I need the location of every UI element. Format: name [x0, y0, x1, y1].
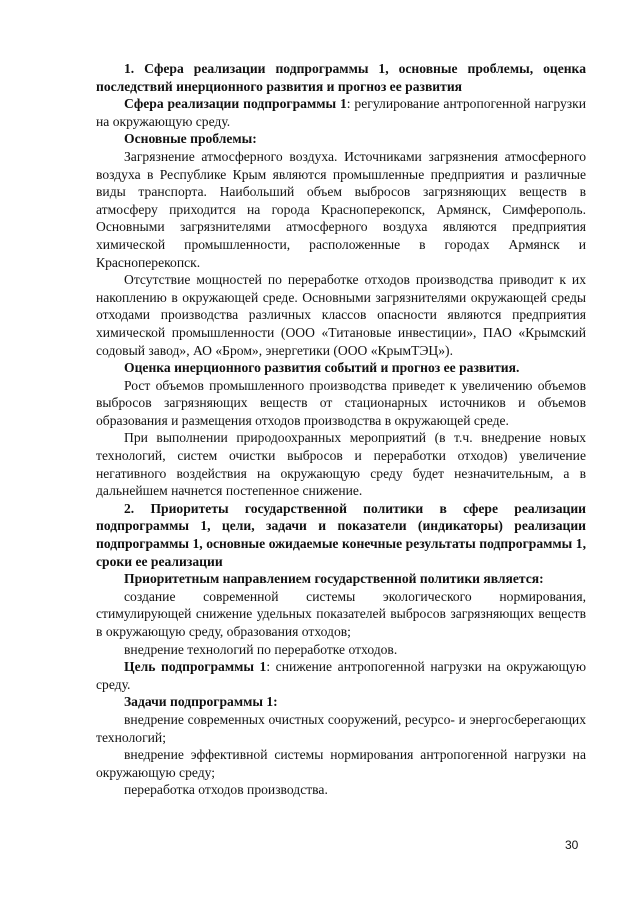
paragraph-task-1: внедрение современных очистных сооружений, ресурсо- и энергосберегающих технологий;: [96, 711, 586, 745]
paragraph-measures: При выполнении природоохранных мероприятий (в т.ч. внедрение новых технологий, систем очистки выбросов и переработки отходов) увеличение негативного воздействия на окружающую среду будет незначительным, а в дальнейшем начнется постепенное снижение.: [96, 430, 586, 499]
priority-heading: Приоритетным направлением государственной политики является:: [124, 571, 544, 587]
paragraph-growth: Рост объемов промышленного производства приведет к увеличению объемов выбросов загрязняющих веществ от стационарных источников и объемов образования и размещения отходов производства в окружающей среде.: [96, 377, 586, 428]
paragraph-priority-2: внедрение технологий по переработке отходов.: [124, 641, 398, 657]
goal-paragraph: [96, 658, 586, 693]
section-2-heading: 2. Приоритеты государственной политики в сфере реализации подпрограммы 1, цели, задачи и показатели (индикаторы) реализации подпрограммы 1, основные ожидаемые конечные результаты подпрограммы 1, сроки ее реализации: [96, 500, 586, 569]
paragraph-task-2: внедрение эффективной системы нормирования антропогенной нагрузки на окружающую среду;: [96, 747, 586, 780]
paragraph-waste: Отсутствие мощностей по переработке отходов производства приводит к их накоплению в окружающей среде. Основными загрязнителями окружающей среды отходами производства различных классов опасности являются предприятия химической промышленности (ООО «Титановые инвестиции», ПАО «Крымский содовый завод», АО «Бром», энергетики (ООО «КрымТЭЦ»).: [96, 272, 586, 358]
section-1-heading: 1. Сфера реализации подпрограммы 1, основные проблемы, оценка последствий инерционного развития и прогноз ее развития: [96, 61, 586, 94]
document-page: [96, 60, 586, 799]
paragraph-task-3: переработка отходов производства.: [124, 782, 328, 798]
assessment-heading: Оценка инерционного развития событий и прогноз ее развития.: [124, 360, 520, 376]
sphere-text: : регулирование антропогенной нагрузки на окружающую среду.: [96, 96, 586, 129]
tasks-heading: Задачи подпрограммы 1:: [124, 694, 278, 710]
page-number: 30: [565, 838, 579, 852]
sphere-label: Сфера реализации подпрограммы 1: [124, 96, 347, 112]
goal-text: : снижение антропогенной нагрузки на окружающую среду.: [96, 659, 586, 692]
problems-heading: Основные проблемы:: [124, 131, 257, 147]
goal-label: Цель подпрограммы 1: [124, 659, 267, 675]
paragraph-air-pollution: Загрязнение атмосферного воздуха. Источниками загрязнения атмосферного воздуха в Республике Крым являются промышленные предприятия и различные виды транспорта. Наибольший объем выбросов загрязняющих веществ в атмосферу приходится на города Красноперекопск, Армянск, Симферополь. Основными загрязнителями атмосферного воздуха являются предприятия химической промышленности, расположенные в городах Армянск и Красноперекопск.: [96, 148, 586, 270]
paragraph-priority-1: создание современной системы экологического нормирования, стимулирующей снижение удельных показателей выбросов загрязняющих веществ в окружающую среду, образования отходов;: [96, 588, 586, 639]
sphere-paragraph: [96, 95, 586, 130]
